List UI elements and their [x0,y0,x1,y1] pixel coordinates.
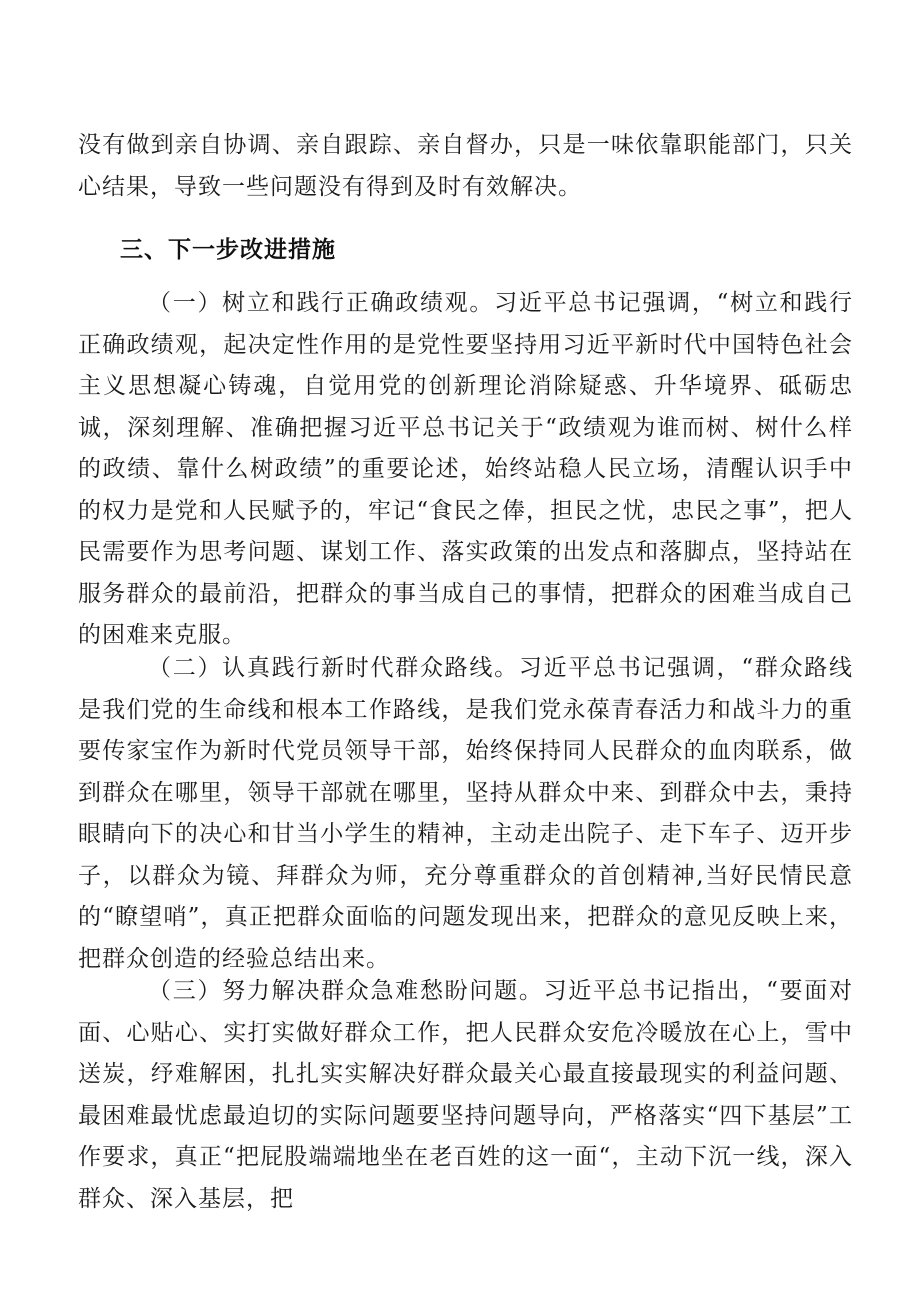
paragraph-2: （二）认真践行新时代群众路线。习近平总书记强调，“群众路线是我们党的生命线和根本工作路线，是我们党永葆青春活力和战斗力的重要传家宝作为新时代党员领导干部，始终保持同人民群众的血肉联系，做到群众在哪里，领导干部就在哪里，坚持从群众中来、到群众中去，秉持眼睛向下的决心和甘当小学生的精神，主动走出院子、走下车子、迈开步子，以群众为镜、拜群众为师，充分尊重群众的首创精神,当好民情民意的“瞭望哨”，真正把群众面临的问题发现出来，把群众的意见反映上来，把群众创造的经验总结出来。 [78,655,853,972]
paragraph-1: （一）树立和践行正确政绩观。习近平总书记强调，“树立和践行正确政绩观，起决定性作用的是党性要坚持用习近平新时代中国特色社会主义思想凝心铸魂，自觉用党的创新理论消除疑惑、升华境界、砥砺忠诚，深刻理解、准确把握习近平总书记关于“政绩观为谁而树、树什么样的政绩、靠什么树政绩”的重要论述，始终站稳人民立场，清醒认识手中的权力是党和人民赋予的，牢记“食民之俸，担民之忧，忠民之事”，把人民需要作为思考问题、谋划工作、落实政策的出发点和落脚点，坚持站在服务群众的最前沿，把群众的事当成自己的事情，把群众的困难当成自己的困难来克服。 [78,290,853,648]
continuation-paragraph: 没有做到亲自协调、亲自跟踪、亲自督办，只是一味依靠职能部门，只关心结果，导致一些问题没有得到及时有效解决。 [78,132,853,200]
section-heading: 三、下一步改进措施 [120,236,336,263]
paragraph-3: （三）努力解决群众急难愁盼问题。习近平总书记指出，“要面对面、心贴心、实打实做好群众工作，把人民群众安危冷暖放在心上，雪中送炭，纾难解困，扎扎实实解决好群众最关心最直接最现实的利益问题、最困难最忧虑最迫切的实际问题要坚持问题导向，严格落实“四下基层”工作要求，真正“把屁股端端地坐在老百姓的这一面“，主动下沉一线，深入群众、深入基层，把 [78,978,853,1212]
